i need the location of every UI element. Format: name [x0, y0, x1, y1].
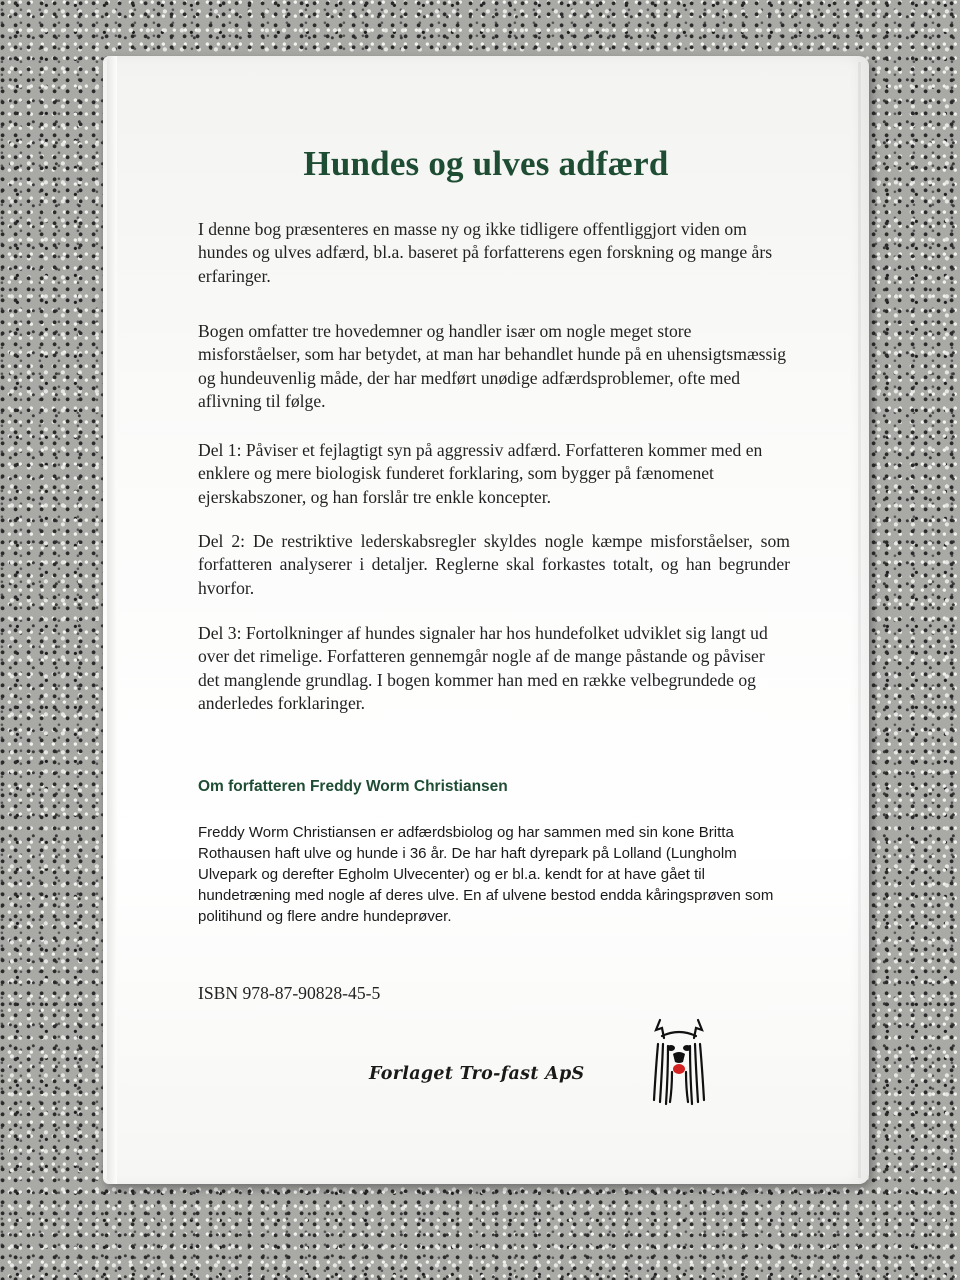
part-1-paragraph: Del 1: Påviser et fejlagtigt syn på aggressiv adfærd. Forfatteren kommer med en enklere og mere biologisk funderet forklaring, som bygger på fænomenet ejerskabszoner, og han forslår tre enkle koncepter.	[198, 440, 763, 507]
part-2-paragraph: Del 2: De restriktive lederskabsregler skyldes nogle kæmpe misforståelser, som forfatteren analyserer i detaljer. Reglerne skal forkastes totalt, og han begrunder hvorfor.	[198, 531, 790, 598]
summary-paragraph: Bogen omfatter tre hovedemner og handler især om nogle meget store misforståelser, som har betydet, at man har behandlet hunde på en uhensigtsmæssig og hundeuvenlig måde, der har medført unødige adfærdsproblemer, ofte med aflivning til følge.	[198, 321, 787, 411]
book-title: Hundes og ulves adfærd	[303, 144, 669, 183]
intro-paragraph: I denne bog præsenteres en masse ny og ikke tidligere offentliggjort viden om hundes og ulves adfærd, bl.a. baseret på forfatterens egen forskning og mange års erfaringer.	[198, 219, 773, 286]
publisher-name: Forlaget Tro-fast ApS	[369, 1064, 585, 1084]
author-description: Freddy Worm Christiansen er adfærdsbiolog og har sammen med sin kone Britta Rothausen haft ulve og hunde i 36 år. De har haft dyrepark på Lolland (Lungholm Ulvepark og derefter Egholm Ulvecenter) og er bl.a. kendt for at have gået til hundetræning med nogle af deres ulve. En af ulvene bestod endda kåringsprøven som politihund og flere andre hundeprøver.	[198, 824, 774, 925]
dog-head-icon	[648, 1016, 710, 1106]
part-3-paragraph: Del 3: Fortolkninger af hundes signaler har hos hundefolket udviklet sig langt ud over det rimelige. Forfatteren gennemgår nogle af de mange påstande og påviser det manglende grundlag. I bogen kommer han med en række velbegrundede og anderledes forklaringer.	[198, 623, 768, 713]
author-heading: Om forfatteren Freddy Worm Christiansen	[198, 778, 508, 795]
book-back-cover	[103, 56, 869, 1184]
isbn-number: ISBN 978-87-90828-45-5	[198, 983, 381, 1003]
